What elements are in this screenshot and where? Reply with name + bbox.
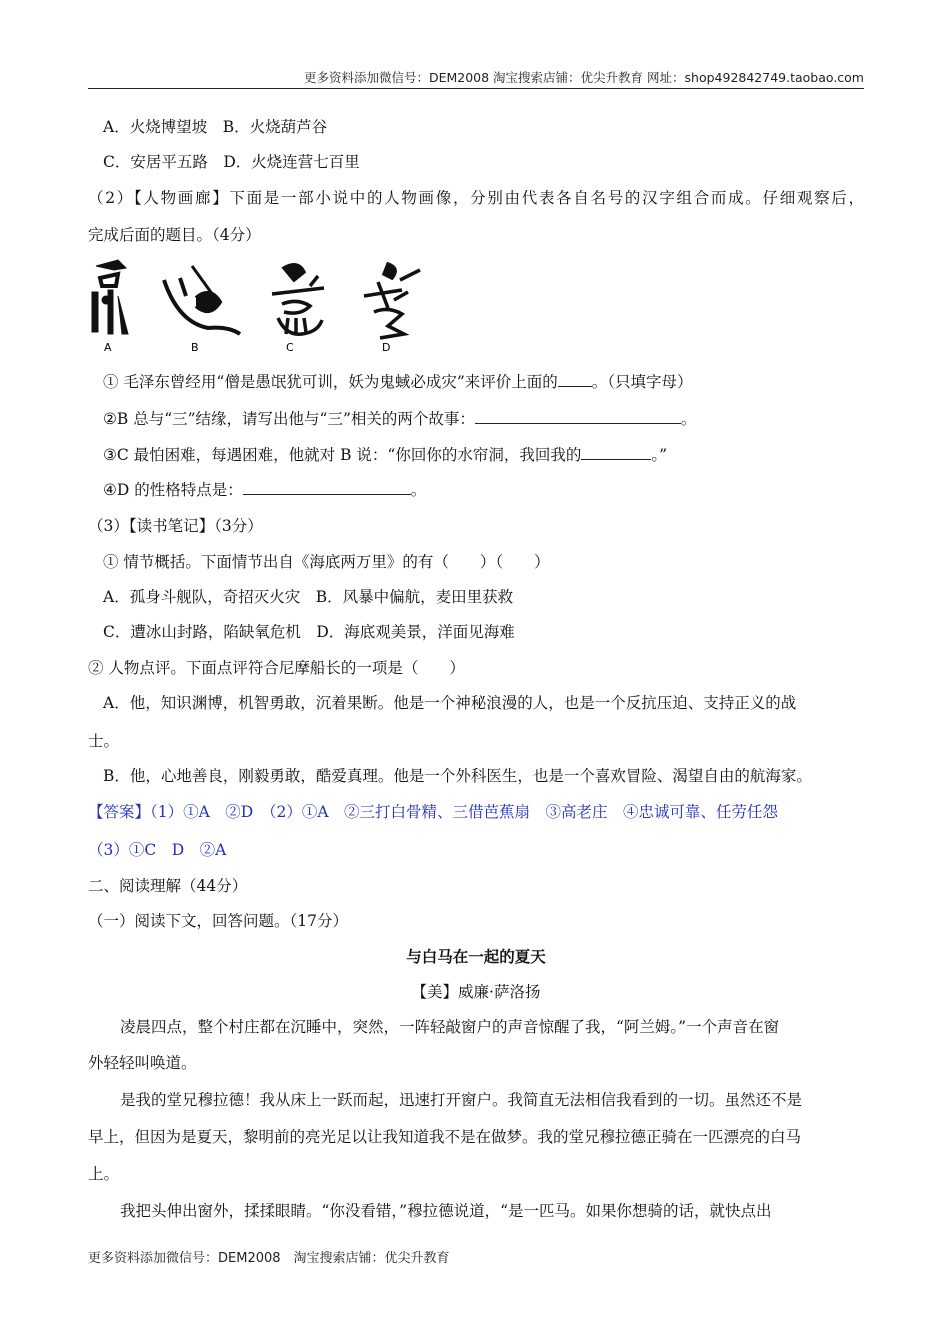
q3-options-line1: A．孤身斗舰队，奇招灭火灾 B．风暴中偏航，麦田里获救 xyxy=(103,588,514,606)
figure-c xyxy=(272,265,324,334)
q2-sub3 xyxy=(103,445,879,465)
q2-sub1-tail: 。（只填字母） xyxy=(591,373,693,391)
section2-subtitle: （一）阅读下文，回答问题。（17分） xyxy=(88,912,348,930)
article-title: 与白马在一起的夏天 xyxy=(406,947,546,966)
page-footer: 更多资料添加微信号：DEM2008 淘宝搜索店铺：优尖升教育 xyxy=(88,1251,450,1266)
article-p1-line2: 外轻轻叫唤道。 xyxy=(88,1054,197,1072)
q2-sub2-blank xyxy=(475,409,681,424)
article-p2-line1: 是我的堂兄穆拉德！我从床上一跃而起，迅速打开窗户。我简直无法相信我看到的一切。虽然还不是 xyxy=(120,1091,803,1109)
q2-sub4 xyxy=(103,480,879,500)
q2-sub2 xyxy=(103,409,879,429)
q3-options-line2: C．遭冰山封路，陷缺氧危机 D．海底观美景，洋面见海难 xyxy=(103,623,515,641)
section2-title: 二、阅读理解（44分） xyxy=(88,877,248,895)
answer-line2: （3）①C D ②A xyxy=(88,841,227,859)
q2-sub2-tail: 。 xyxy=(680,410,697,428)
q2-sub1-text: ① 毛泽东曾经用“僧是愚氓犹可训，妖为鬼蜮必成灾”来评价上面的 xyxy=(103,373,558,391)
figure-b xyxy=(164,266,240,334)
q1-options-line2: C．安居平五路 D．火烧连营七百里 xyxy=(103,153,360,171)
article-p1-line1: 凌晨四点，整个村庄都在沉睡中，突然，一阵轻敲窗户的声音惊醒了我，“阿兰姆。”一个声音在窗 xyxy=(120,1018,780,1036)
q2-intro-line2: 完成后面的题目。（4分） xyxy=(88,226,261,244)
article-p3-line1: 我把头伸出窗外，揉揉眼睛。“你没看错，”穆拉德说道，“是一匹马。如果你想骑的话，就快点出 xyxy=(120,1202,772,1220)
figure-d xyxy=(364,264,420,338)
article-p2-line2: 早上，但因为是夏天，黎明前的亮光足以让我知道我不是在做梦。我的堂兄穆拉德正骑在一匹漂亮的白马 xyxy=(88,1128,802,1146)
q3-sub2: ② 人物点评。下面点评符合尼摩船长的一项是（ ） xyxy=(88,659,465,677)
q3-sub1: ① 情节概括。下面情节出自《海底两万里》的有（ ）（ ） xyxy=(103,553,550,571)
q2-sub3-text: ③C 最怕困难，每遇困难，他就对 B 说：“你回你的水帘洞，我回我的 xyxy=(103,446,582,464)
q2-sub2-text: ②B 总与“三”结缘，请写出他与“三”相关的两个故事： xyxy=(103,410,475,428)
figure-label-b: B xyxy=(191,341,199,354)
q2-sub4-tail: 。 xyxy=(410,481,427,499)
figure-label-c: C xyxy=(286,341,294,354)
header-divider xyxy=(88,88,864,89)
character-figures-drawing xyxy=(88,256,428,356)
q3-option-a-line1: A．他，知识渊博，机智勇敢，沉着果断。他是一个神秘浪漫的人，也是一个反抗压迫、支持正义的战 xyxy=(103,694,797,712)
figure-label-a: A xyxy=(104,341,112,354)
article-p2-line3: 上。 xyxy=(88,1165,120,1183)
q2-sub1 xyxy=(103,372,879,392)
q2-sub4-text: ④D 的性格特点是： xyxy=(103,481,243,499)
q3-option-a-line2: 士。 xyxy=(88,732,120,750)
answer-line1: 【答案】（1）①A ②D （2）①A ②三打白骨精、三借芭蕉扇 ③高老庄 ④忠诚可靠、任劳任怨 xyxy=(88,803,779,821)
article-author: 【美】威廉·萨洛扬 xyxy=(411,983,541,1001)
q3-option-b: B．他，心地善良，刚毅勇敢，酷爱真理。他是一个外科医生，也是一个喜欢冒险、渴望自由的航海家。 xyxy=(103,767,812,785)
q2-sub4-blank xyxy=(243,480,411,495)
q2-sub1-blank xyxy=(558,372,592,387)
q1-options-line1: A．火烧博望坡 B．火烧葫芦谷 xyxy=(103,118,328,136)
q2-sub3-blank xyxy=(581,445,651,460)
figure-label-d: D xyxy=(382,341,391,354)
character-figures xyxy=(88,256,428,356)
q2-sub3-tail: 。” xyxy=(651,446,668,464)
page-header: 更多资料添加微信号：DEM2008 淘宝搜索店铺：优尖升教育 网址：shop492842749.taobao.com xyxy=(303,70,864,85)
q2-intro-line1: （2）【人物画廊】下面是一部小说中的人物画像，分别由代表各自名号的汉字组合而成。仔细观察后， xyxy=(88,189,864,207)
figure-a xyxy=(92,260,128,334)
q3-title: （3）【读书笔记】（3分） xyxy=(88,517,263,535)
